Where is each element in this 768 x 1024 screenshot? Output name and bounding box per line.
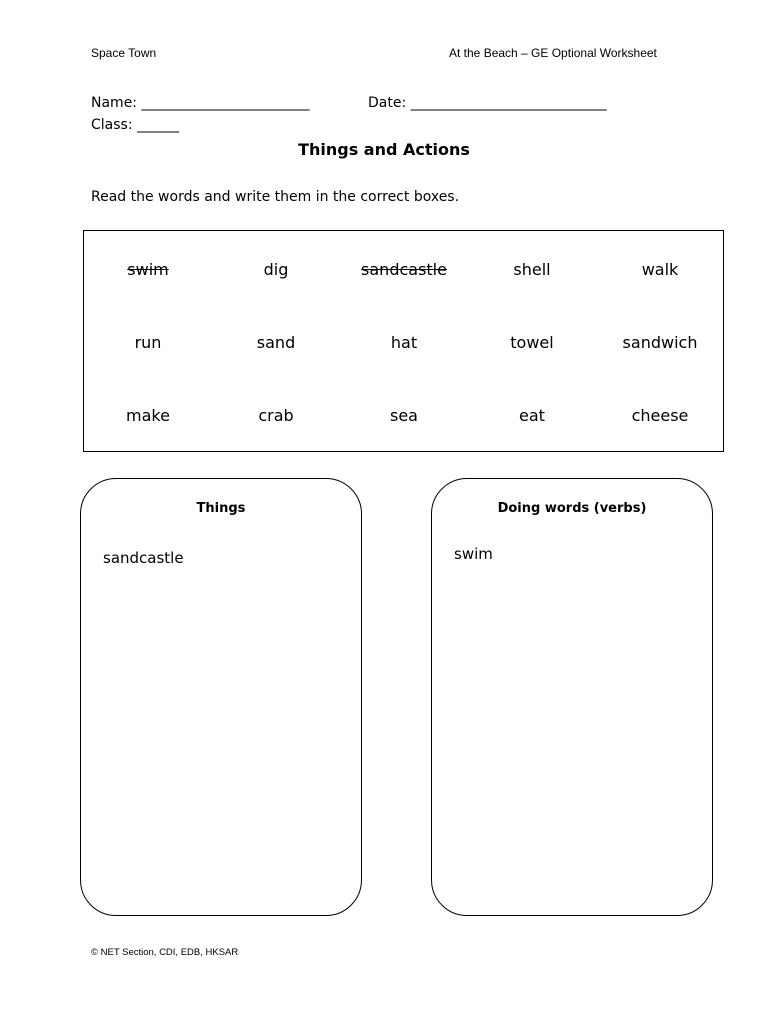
word-bank-item: shell (513, 260, 551, 279)
word-bank-item: make (126, 406, 170, 425)
school-name: Space Town (91, 46, 157, 60)
things-panel (80, 478, 362, 916)
word-bank-item: run (134, 333, 162, 352)
word-bank-item: sand (256, 333, 296, 352)
word-bank (83, 230, 724, 452)
word-bank-item: sea (390, 406, 418, 425)
copyright-footer: © NET Section, CDI, EDB, HKSAR (91, 947, 239, 958)
word-bank-item: swim (127, 260, 169, 279)
word-bank-item: hat (390, 333, 418, 352)
verbs-heading: Doing words (verbs) (497, 501, 647, 516)
page-title: Things and Actions (298, 140, 470, 159)
verbs-panel (431, 478, 713, 916)
word-bank-item: dig (263, 260, 289, 279)
date-field: Date: ____________________________ (368, 95, 607, 111)
instructions: Read the words and write them in the correct boxes. (91, 189, 460, 205)
word-bank-item: eat (519, 406, 545, 425)
word-bank-item: sandcastle (361, 260, 447, 279)
word-bank-item: crab (258, 406, 294, 425)
word-bank-item: towel (510, 333, 554, 352)
class-field: Class: ______ (91, 117, 179, 133)
things-heading: Things (196, 501, 246, 516)
things-entry: sandcastle (103, 549, 184, 567)
word-bank-item: cheese (631, 406, 689, 425)
worksheet-title: At the Beach – GE Optional Worksheet (449, 46, 657, 60)
name-field: Name: ________________________ (91, 95, 310, 111)
word-bank-item: sandwich (622, 333, 698, 352)
word-bank-item: walk (641, 260, 679, 279)
verbs-entry: swim (454, 545, 493, 563)
